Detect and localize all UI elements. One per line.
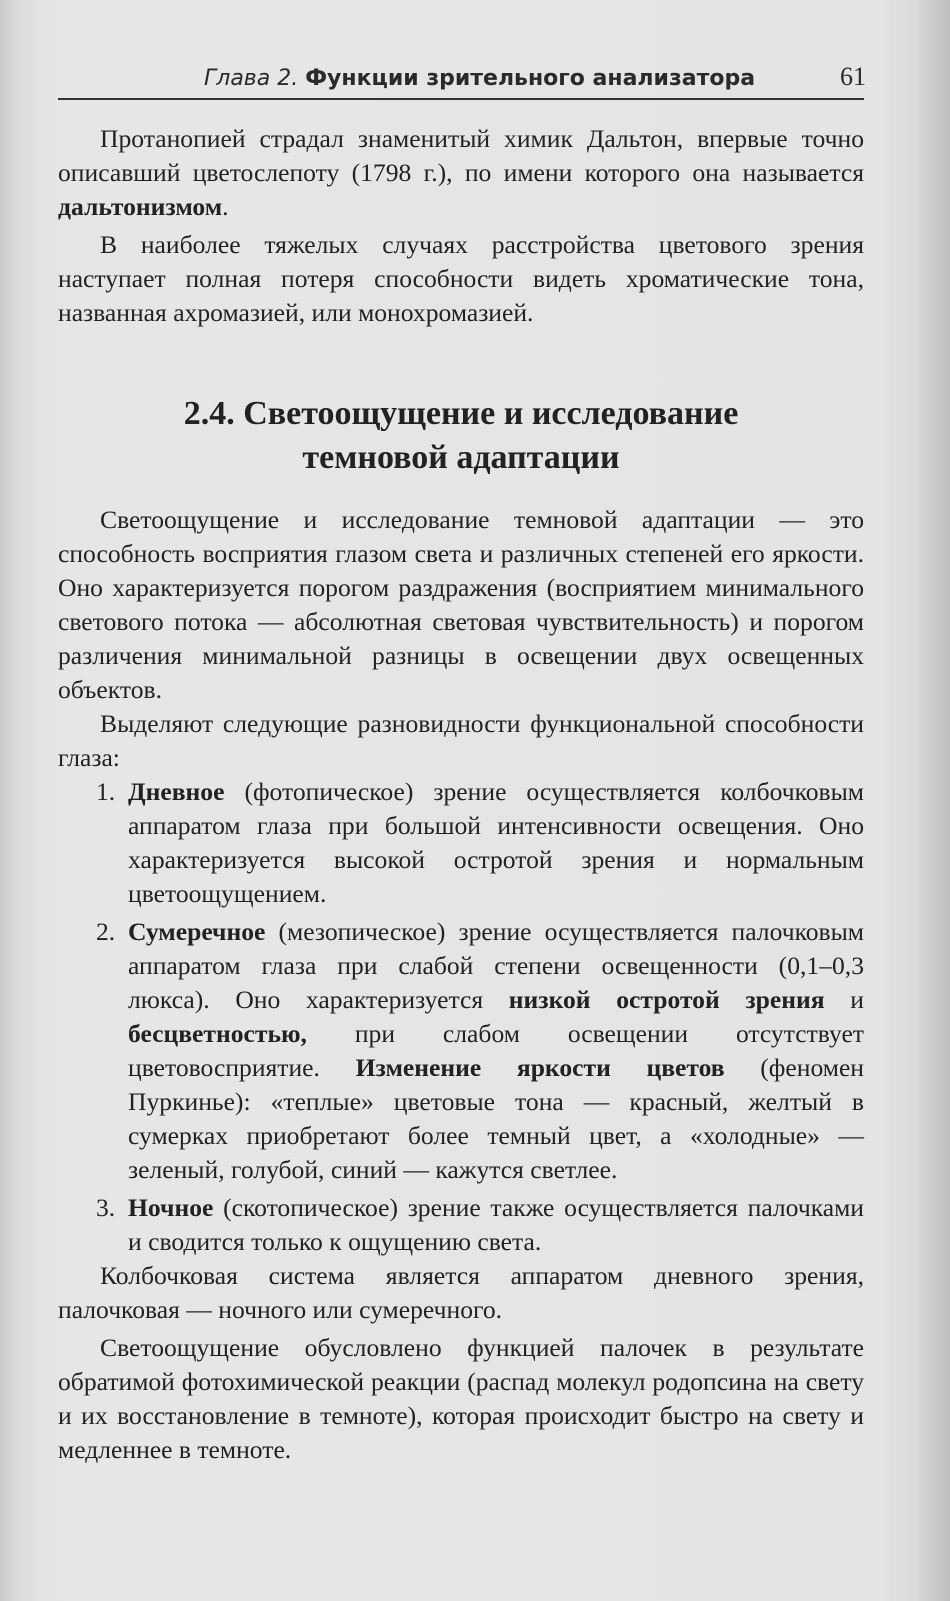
chapter-header	[204, 66, 755, 91]
list-item-1-term: Дневное	[128, 777, 225, 806]
intro-paragraph-2: В наиболее тяжелых случаях расстройства цветового зрения наступает полная потеря способности видеть хроматические тона, названная ахромазией, или монохромазией.	[58, 230, 864, 327]
list-item-2-text-c: и	[824, 985, 864, 1014]
section-heading-line-1: 2.4. Светоощущение и исследование	[183, 395, 739, 432]
chapter-title: Функции зрительного анализатора	[305, 66, 756, 91]
list-number: 2.	[96, 917, 116, 946]
body-paragraph-4: Светоощущение обусловлено функцией палочек в результате обратимой фотохимической реакции (распад молекул родопсина на свету и их восстановление в темноте), которая происходит быстро на свету и медленнее в темноте.	[58, 1333, 864, 1464]
list-item-1	[58, 775, 864, 911]
list-item-3	[58, 1191, 864, 1259]
list-item-2-text-a: (мезопическое) зрение осуществляется палочковым аппаратом глаза при слабой степени освещенности (0,1–0,3 люкса). Оно характеризуется	[128, 917, 864, 1014]
intro-p1-end: .	[222, 192, 229, 221]
list-number: 1.	[96, 777, 116, 806]
section-heading-line-2: темновой адаптации	[302, 439, 620, 476]
header-rule	[58, 98, 864, 100]
body-paragraph-3: Колбочковая система является аппаратом дневного зрения, палочковая — ночного или сумеречного.	[58, 1261, 864, 1324]
list-item-1-text: (фотопическое) зрение осуществляется колбочковым аппаратом глаза при большой интенсивности освещения. Оно характеризуется высокой остротой зрения и нормальным цветоощущением.	[128, 777, 864, 908]
list-item-3-text: (скотопическое) зрение также осуществляется палочками и сводится только к ощущению света.	[128, 1193, 864, 1256]
list-number: 3.	[96, 1193, 116, 1222]
intro-p1-bold: дальтонизмом	[58, 192, 223, 221]
list-item-2-text-e: при слабом освещении отсутствует цветовосприятие.	[128, 1019, 864, 1082]
list-item-2-term: Сумеречное	[128, 917, 266, 946]
body-paragraph-2: Выделяют следующие разновидности функциональной способности глаза:	[58, 709, 864, 772]
section-body	[58, 503, 864, 1467]
intro-block	[58, 122, 864, 330]
list-item-2-text-g: (феномен Пуркинье): «теплые» цветовые тона — красный, желтый в сумерках приобретают более темный цвет, а «холодные» — зеленый, голубой, синий — кажутся светлее.	[128, 1053, 865, 1184]
list-item-2-bold-d: бесцветностью,	[128, 1019, 307, 1048]
section-heading	[58, 392, 864, 480]
intro-p1-text: Протанопией страдал знаменитый химик Дальтон, впервые точно описавший цветослепоту (1798 г.), по имени которого она называется	[58, 124, 864, 187]
running-head	[60, 62, 866, 96]
list-item-3-term: Ночное	[128, 1193, 214, 1222]
body-paragraph-1: Светоощущение и исследование темновой адаптации — это способность восприятия глазом света и различных степеней его яркости. Оно характеризуется порогом раздражения (восприятием минимального светового потока — абсолютная световая чувствительность) и порогом различения минимальной разницы в освещении двух освещенных объектов.	[58, 505, 864, 704]
intro-paragraph-1	[58, 122, 864, 224]
chapter-label: Глава 2.	[204, 66, 299, 91]
vision-types-list	[58, 775, 864, 1259]
list-item-2-bold-f: Изменение яркости цветов	[355, 1053, 725, 1082]
page-number: 61	[840, 62, 866, 91]
list-item-2	[58, 915, 864, 1187]
list-item-2-bold-b: низкой остротой зрения	[508, 985, 825, 1014]
